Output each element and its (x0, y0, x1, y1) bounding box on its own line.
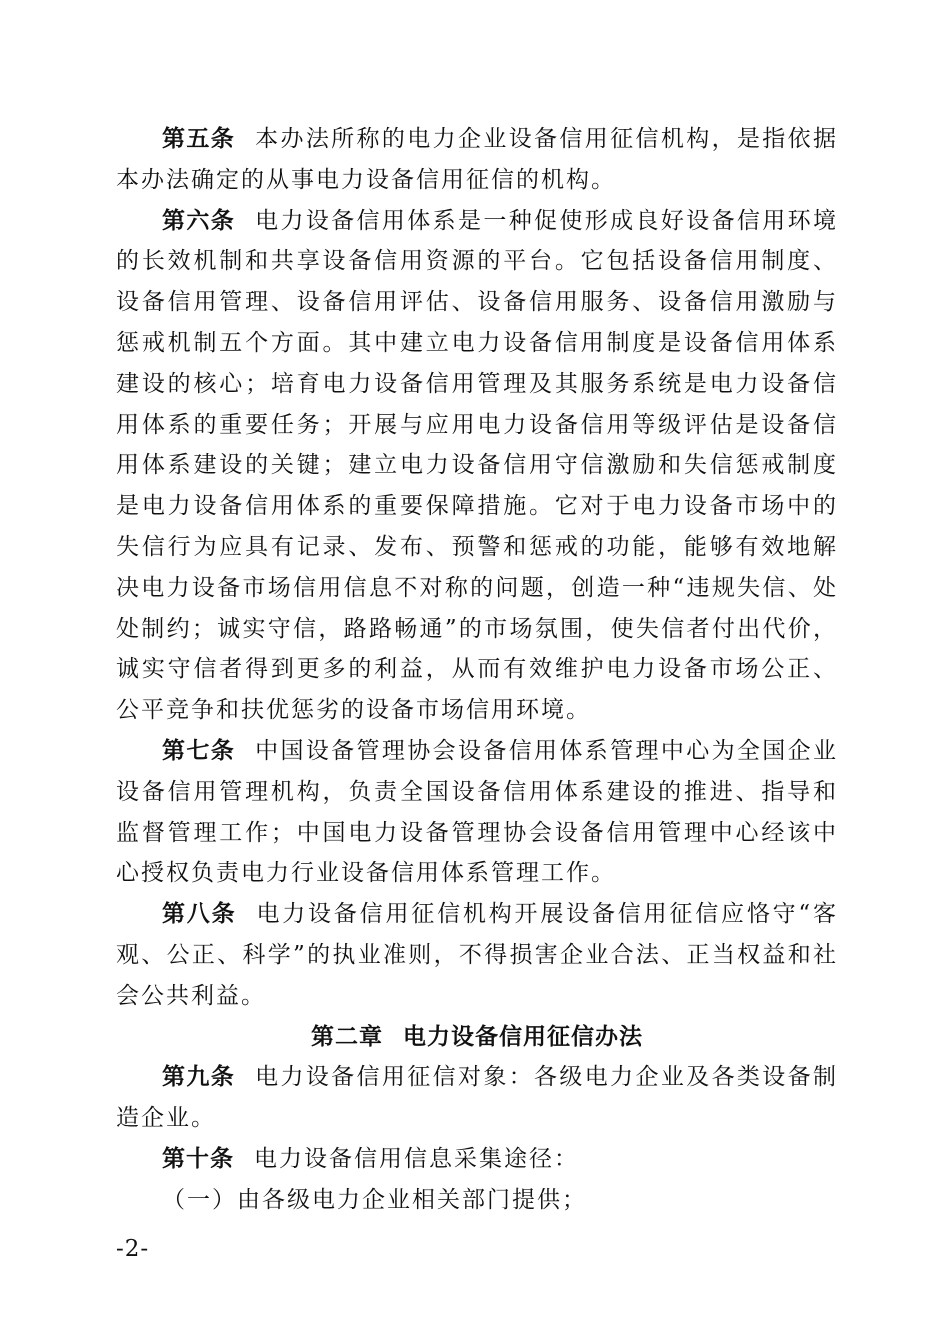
document-body (116, 119, 838, 1221)
article-text: 电力设备信用征信机构开展设备信用征信应恪守“客观、公正、科学”的执业准则，不得损害企业合法、正当权益和社会公共利益。 (116, 901, 839, 1009)
article-6 (116, 201, 838, 731)
list-item: （一）由各级电力企业相关部门提供； (162, 1186, 587, 1213)
article-label: 第六条 (162, 207, 236, 234)
article-label: 第五条 (162, 126, 236, 152)
article-9 (116, 1057, 838, 1139)
article-text: 电力设备信用信息采集途径： (254, 1145, 579, 1172)
chapter-heading (116, 1017, 838, 1058)
article-text: 电力设备信用征信对象：各级电力企业及各类设备制造企业。 (116, 1064, 839, 1132)
article-label: 第七条 (162, 737, 236, 764)
chapter-title: 电力设备信用征信办法 (403, 1023, 643, 1050)
article-label: 第八条 (162, 901, 237, 928)
article-5 (116, 119, 838, 201)
article-7 (116, 731, 838, 894)
page-number: -2- (116, 1236, 150, 1262)
article-text: 中国设备管理协会设备信用体系管理中心为全国企业设备信用管理机构，负责全国设备信用体系建设的推进、指导和监督管理工作；中国电力设备管理协会设备信用管理中心经该中心授权负责电力行业设备信用体系管理工作。 (116, 737, 839, 887)
article-label: 第九条 (162, 1064, 236, 1091)
article-label: 第十条 (162, 1145, 234, 1172)
article-8 (116, 894, 838, 1016)
article-text: 电力设备信用体系是一种促使形成良好设备信用环境的长效机制和共享设备信用资源的平台。它包括设备信用制度、设备信用管理、设备信用评估、设备信用服务、设备信用激励与惩戒机制五个方面。其中建立电力设备信用制度是设备信用体系建设的核心；培育电力设备信用管理及其服务系统是电力设备信用体系的重要任务；开展与应用电力设备信用等级评估是设备信用体系建设的关键；建立电力设备信用守信激励和失信惩戒制度是电力设备信用体系的重要保障措施。它对于电力设备市场中的失信行为应具有记录、发布、预警和惩戒的功能，能够有效地解决电力设备市场信用信息不对称的问题，创造一种“违规失信、处处制约；诚实守信，路路畅通”的市场氛围，使失信者付出代价，诚实守信者得到更多的利益，从而有效维护电力设备市场公正、公平竞争和扶优惩劣的设备市场信用环境。 (116, 207, 839, 724)
article-text: 本办法所称的电力企业设备信用征信机构，是指依据本办法确定的从事电力设备信用征信的机构。 (116, 126, 839, 193)
article-10 (116, 1139, 838, 1180)
chapter-number: 第二章 (311, 1023, 383, 1050)
